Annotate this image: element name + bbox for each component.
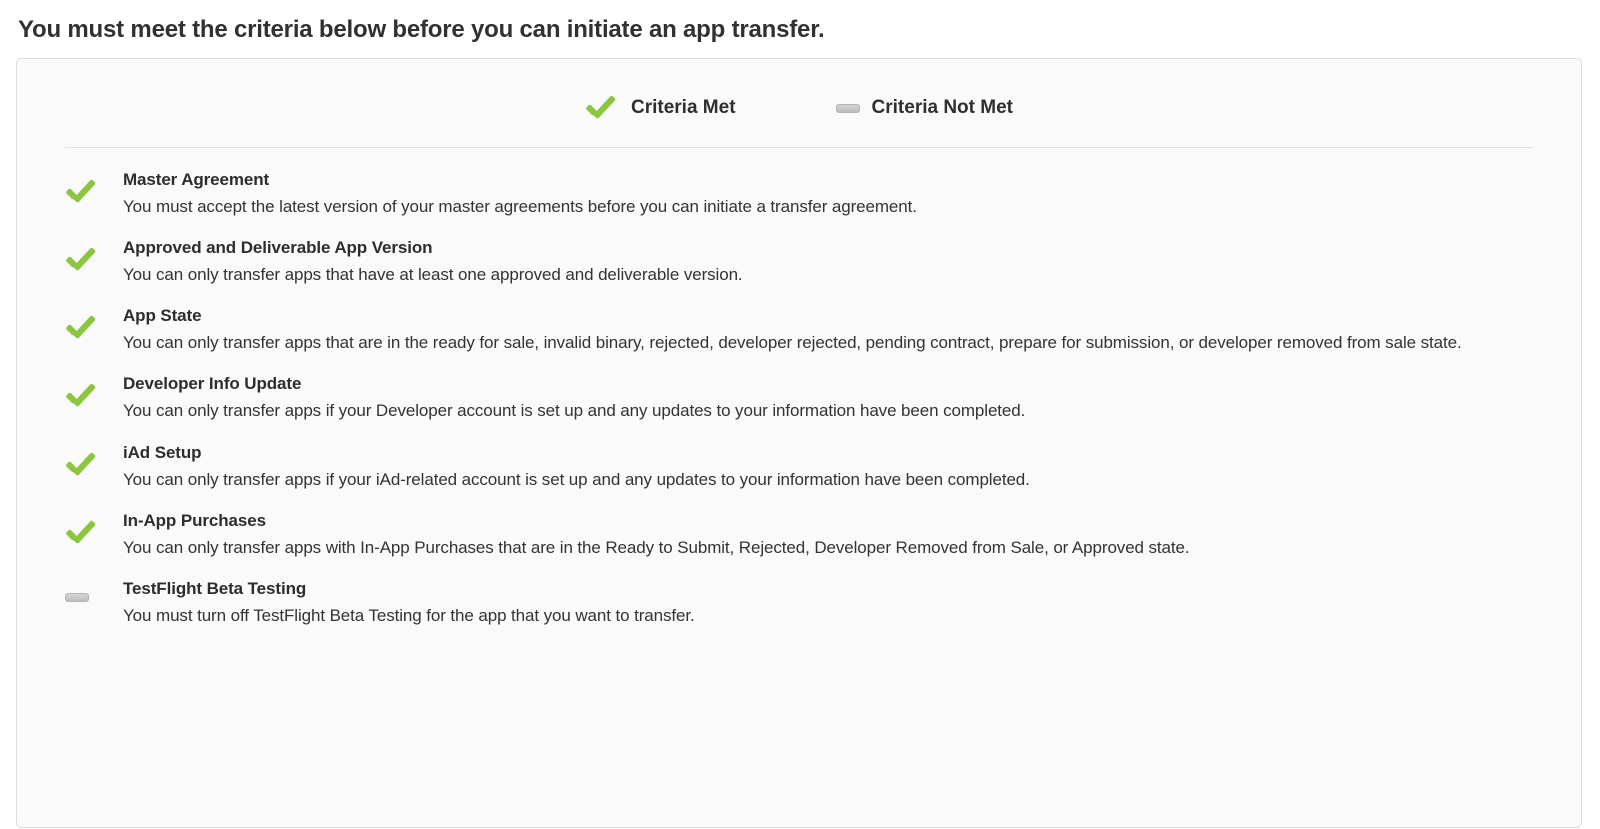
criteria-panel [16, 58, 1582, 828]
criteria-description: You can only transfer apps if your iAd-related account is set up and any updates to your information have been completed. [123, 469, 1030, 489]
criteria-title: Master Agreement [123, 170, 270, 189]
legend-not-met-label: Criteria Not Met [871, 97, 1013, 118]
legend-item-met [585, 95, 736, 121]
criteria-description: You can only transfer apps that are in the ready for sale, invalid binary, rejected, developer rejected, pending contract, prepare for submission, or developer removed from sale state. [123, 333, 1462, 353]
criteria-title: Developer Info Update [123, 374, 302, 394]
dash-icon [836, 104, 860, 113]
check-icon [65, 179, 99, 205]
criteria-body [123, 511, 1523, 560]
page-title: You must meet the criteria below before you can initiate an app transfer. [18, 16, 825, 43]
criteria-item-iad-setup [17, 443, 1581, 492]
check-icon [65, 520, 99, 546]
criteria-list [17, 148, 1581, 628]
criteria-status-icon-wrap [65, 511, 123, 546]
criteria-body [123, 579, 1523, 628]
criteria-body [123, 374, 1523, 423]
check-icon [65, 383, 99, 409]
criteria-title: Approved and Deliverable App Version [123, 238, 433, 258]
criteria-status-icon-wrap [65, 374, 123, 409]
criteria-description: You must accept the latest version of your master agreements before you can initiate a transfer agreement. [123, 197, 917, 216]
criteria-item-testflight-beta-testing [17, 579, 1581, 628]
criteria-item-master-agreement [17, 170, 1581, 219]
criteria-status-icon-wrap [65, 170, 123, 205]
criteria-title: TestFlight Beta Testing [123, 578, 307, 598]
criteria-title: App State [123, 306, 202, 326]
criteria-status-icon-wrap [65, 238, 123, 273]
criteria-body [123, 238, 1523, 287]
criteria-body [123, 443, 1523, 492]
dash-icon [65, 593, 89, 602]
criteria-item-in-app-purchases [17, 511, 1581, 560]
criteria-item-developer-info-update [17, 374, 1581, 423]
criteria-description: You must turn off TestFlight Beta Testing for the app that you want to transfer. [123, 605, 695, 625]
check-icon [65, 452, 99, 478]
criteria-description: You can only transfer apps that have at least one approved and deliverable version. [123, 265, 743, 285]
criteria-legend [17, 59, 1581, 147]
check-icon [65, 247, 99, 273]
criteria-body [123, 306, 1523, 355]
criteria-item-app-state [17, 306, 1581, 355]
criteria-description: You can only transfer apps with In-App Purchases that are in the Ready to Submit, Rejected, Developer Removed from Sale, or Approved state. [123, 537, 1190, 557]
check-icon [65, 315, 99, 341]
criteria-status-icon-wrap [65, 306, 123, 341]
check-icon [585, 95, 619, 121]
criteria-description: You can only transfer apps if your Developer account is set up and any updates to your information have been completed. [123, 401, 1026, 421]
criteria-item-approved-deliverable-app-version [17, 238, 1581, 287]
criteria-title: iAd Setup [123, 442, 202, 462]
legend-met-label: Criteria Met [631, 97, 736, 118]
criteria-body [123, 170, 1523, 219]
criteria-status-icon-wrap [65, 443, 123, 478]
criteria-title: In-App Purchases [123, 510, 266, 530]
legend-item-not-met [836, 97, 1013, 119]
criteria-status-icon-wrap [65, 579, 123, 602]
